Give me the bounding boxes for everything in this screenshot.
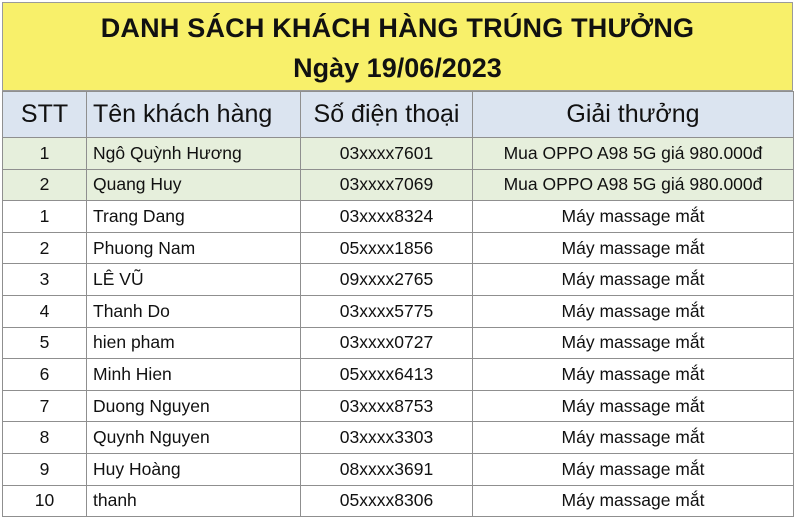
table-row	[3, 453, 794, 485]
title-banner	[2, 2, 793, 91]
table-row	[3, 485, 794, 517]
cell-prize: Máy massage mắt	[473, 232, 794, 264]
cell-customer-name: Huy Hoàng	[87, 453, 301, 485]
table-row	[3, 264, 794, 296]
cell-phone: 05xxxx6413	[301, 359, 473, 391]
cell-stt: 1	[3, 201, 87, 233]
cell-stt: 5	[3, 327, 87, 359]
cell-customer-name: Thanh Do	[87, 295, 301, 327]
cell-stt: 1	[3, 138, 87, 170]
table-row	[3, 138, 794, 170]
cell-prize: Máy massage mắt	[473, 453, 794, 485]
cell-customer-name: Duong Nguyen	[87, 390, 301, 422]
cell-customer-name: Phuong Nam	[87, 232, 301, 264]
cell-stt: 2	[3, 169, 87, 201]
page-title: DANH SÁCH KHÁCH HÀNG TRÚNG THƯỞNG	[100, 13, 695, 43]
cell-phone: 09xxxx2765	[301, 264, 473, 296]
cell-prize: Máy massage mắt	[473, 422, 794, 454]
page-date: Ngày 19/06/2023	[293, 53, 502, 83]
cell-phone: 05xxxx8306	[301, 485, 473, 517]
cell-stt: 3	[3, 264, 87, 296]
cell-customer-name: hien pham	[87, 327, 301, 359]
table-row	[3, 169, 794, 201]
cell-customer-name: Ngô Quỳnh Hương	[87, 138, 301, 170]
cell-prize: Máy massage mắt	[473, 295, 794, 327]
cell-customer-name: thanh	[87, 485, 301, 517]
cell-phone: 03xxxx8324	[301, 201, 473, 233]
cell-stt: 7	[3, 390, 87, 422]
cell-stt: 4	[3, 295, 87, 327]
cell-stt: 6	[3, 359, 87, 391]
cell-stt: 9	[3, 453, 87, 485]
cell-prize: Máy massage mắt	[473, 485, 794, 517]
cell-phone: 03xxxx0727	[301, 327, 473, 359]
table-row	[3, 295, 794, 327]
cell-prize: Mua OPPO A98 5G giá 980.000đ	[473, 138, 794, 170]
cell-customer-name: LÊ VŨ	[87, 264, 301, 296]
cell-prize: Máy massage mắt	[473, 327, 794, 359]
cell-prize: Máy massage mắt	[473, 359, 794, 391]
winners-table	[2, 91, 794, 517]
table-row	[3, 390, 794, 422]
cell-prize: Máy massage mắt	[473, 390, 794, 422]
table-row	[3, 422, 794, 454]
cell-prize: Máy massage mắt	[473, 264, 794, 296]
cell-phone: 03xxxx5775	[301, 295, 473, 327]
header-customer-name: Tên khách hàng	[87, 92, 301, 138]
cell-phone: 08xxxx3691	[301, 453, 473, 485]
cell-phone: 05xxxx1856	[301, 232, 473, 264]
table-row	[3, 232, 794, 264]
cell-stt: 8	[3, 422, 87, 454]
header-stt: STT	[3, 92, 87, 138]
cell-prize: Máy massage mắt	[473, 201, 794, 233]
table-row	[3, 359, 794, 391]
cell-phone: 03xxxx8753	[301, 390, 473, 422]
table-row	[3, 201, 794, 233]
cell-customer-name: Minh Hien	[87, 359, 301, 391]
cell-phone: 03xxxx7069	[301, 169, 473, 201]
table-body	[3, 138, 794, 517]
header-row	[3, 92, 794, 138]
cell-stt: 10	[3, 485, 87, 517]
cell-stt: 2	[3, 232, 87, 264]
cell-prize: Mua OPPO A98 5G giá 980.000đ	[473, 169, 794, 201]
cell-customer-name: Quynh Nguyen	[87, 422, 301, 454]
cell-customer-name: Trang Dang	[87, 201, 301, 233]
cell-customer-name: Quang Huy	[87, 169, 301, 201]
header-prize: Giải thưởng	[473, 92, 794, 138]
cell-phone: 03xxxx3303	[301, 422, 473, 454]
table-row	[3, 327, 794, 359]
header-phone: Số điện thoại	[301, 92, 473, 138]
cell-phone: 03xxxx7601	[301, 138, 473, 170]
